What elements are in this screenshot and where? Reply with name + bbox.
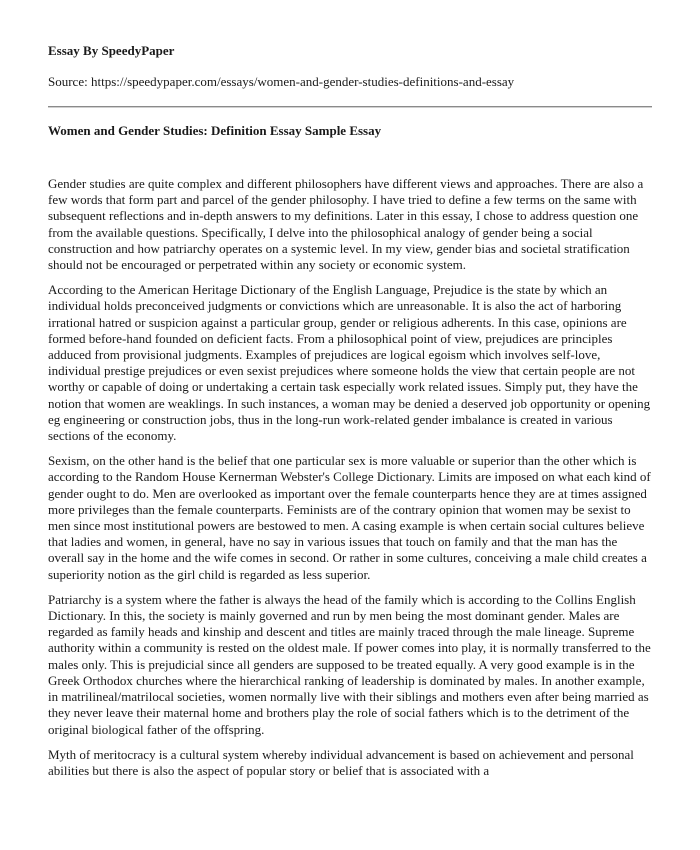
document-page [48, 42, 652, 788]
paragraph: Patriarchy is a system where the father is always the head of the family which is according to the Collins English Dictionary. In this, the society is mainly governed and run by men being the most dominant gender. Males are regarded as family heads and kinship and descent and titles are mainly traced through the male lineage. Supreme authority within a community is rested on the oldest male. If power comes into play, it is normally transferred to the males only. This is prejudicial since all genders are supposed to be treated equally. A very good example is in the Greek Orthodox churches where the hierarchical ranking of leadership is dominated by males. In another example, in matrilineal/matrilocal societies, women normally live with their siblings and mothers even after being married as they never leave their maternal home and brothers play the role of social fathers which is to the detriment of the original biological father of the offspring. [48, 591, 651, 737]
document-header-title: Essay By SpeedyPaper [48, 43, 175, 58]
paragraph: According to the American Heritage Dictionary of the English Language, Prejudice is the state by which an individual holds preconceived judgments or convictions which are unreasonable. It is also the act of harboring irrational hatred or suspicion against a particular group, gender or religious adherents. In this case, opinions are formed before-hand founded on deficient facts. From a philosophical point of view, prejudices are principles adduced from provisional judgments. Examples of prejudices are logical egoism which involves self-love, individual prestige prejudices or even sexist prejudices where someone holds the view that certain people are not worthy or capable of doing or undertaking a certain task especially work related issues. Simply put, they have the notion that women are weaklings. In such instances, a woman may be denied a deserved job opportunity or opening eg engineering or construction jobs, thus in the long-run work-related gender imbalance is created in various sections of the economy. [48, 282, 651, 444]
paragraph: Sexism, on the other hand is the belief that one particular sex is more valuable or superior than the other which is according to the Random House Kernerman Webster's College Dictionary. Limits are imposed on what each kind of gender ought to do. Men are overlooked as important over the female counterparts hence they are at times assigned more privileges than the female counterparts. Feminists are of the contrary opinion that women may be sexist to men since most institutional powers are bestowed to men. A casing example is when certain social cultures believe that ladies and women, in general, have no say in various issues that touch on family and that the man has the overall say in the home and the wife comes in second. Or rather in some cultures, conceiving a male child creates a superiority notion as the girl child is regarded as less superior. [48, 453, 651, 582]
header-divider [48, 106, 652, 108]
paragraph: Gender studies are quite complex and different philosophers have different views and approaches. There are also a few words that form part and parcel of the gender philosophy. I have tried to define a few terms on the same with subsequent reflections and in-depth answers to my definitions. Later in this essay, I chose to address question one from the available questions. Specifically, I delve into the philosophical analogy of gender being a social construction and how patriarchy operates on a systemic level. In my view, gender bias and societal stratification should not be encouraged or perpetrated within any society or economic system. [48, 176, 644, 273]
source-url: https://speedypaper.com/essays/women-and-gender-studies-definitions-and-essay [90, 74, 515, 89]
essay-body [48, 176, 652, 779]
source-line [48, 73, 652, 90]
paragraph: Myth of meritocracy is a cultural system whereby individual advancement is based on achievement and personal abilities but there is also the aspect of popular story or belief that is associated with a [48, 746, 634, 778]
source-label: Source: [48, 74, 91, 89]
essay-title: Women and Gender Studies: Definition Essay Sample Essay [48, 123, 382, 138]
